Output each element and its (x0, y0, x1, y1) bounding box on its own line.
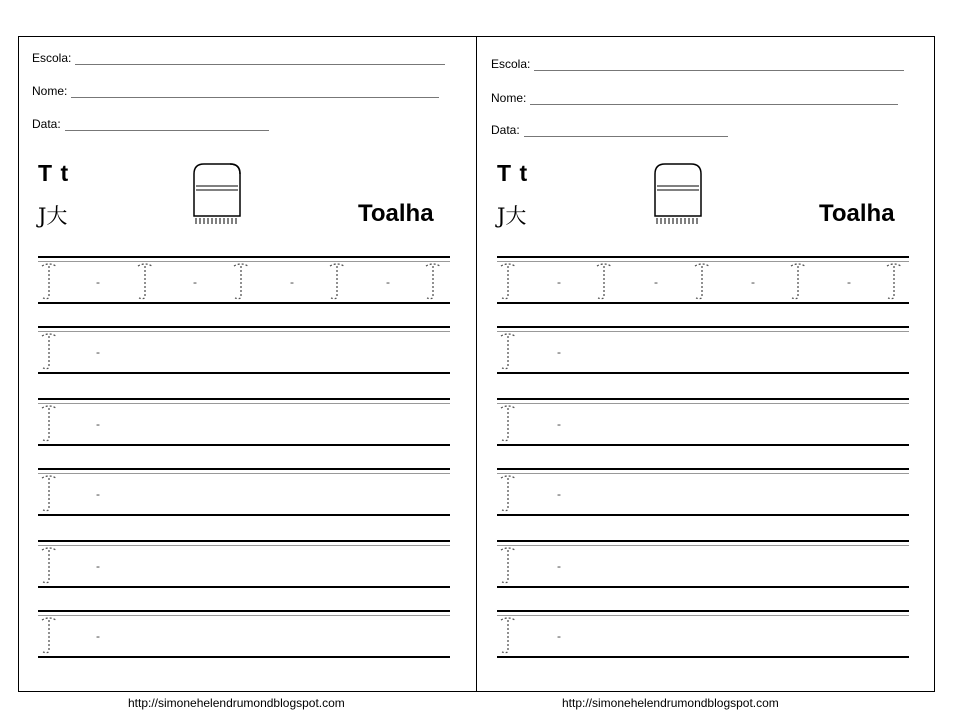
row-separator: - (847, 275, 851, 289)
dotted-t-glyph (424, 260, 442, 302)
letters-print: T t (38, 160, 70, 186)
row-separator: - (96, 417, 100, 431)
dotted-t-glyph (136, 260, 154, 302)
row-separator: - (557, 487, 561, 501)
dotted-t-glyph (693, 260, 711, 302)
footer-url-right[interactable]: http://simonehelendrumondblogspot.com (562, 696, 779, 710)
row-separator: - (290, 275, 294, 289)
dotted-t-glyph (499, 614, 517, 656)
nome-label: Nome: (32, 84, 68, 98)
data-label: Data: (32, 117, 61, 131)
row-separator: - (96, 559, 100, 573)
data-label: Data: (491, 123, 520, 137)
practice-row-1 (38, 256, 450, 304)
row-separator: - (654, 275, 658, 289)
dotted-t-glyph (885, 260, 903, 302)
dotted-t-glyph (328, 260, 346, 302)
letters-cursive: J大 (38, 204, 68, 228)
towel-icon (186, 160, 248, 226)
row-separator: - (96, 629, 100, 643)
data-line (65, 116, 269, 131)
escola-label: Escola: (491, 57, 531, 71)
row-separator: - (557, 275, 561, 289)
row-separator: - (557, 559, 561, 573)
dotted-t-glyph (499, 260, 517, 302)
practice-row-5 (38, 540, 450, 588)
dotted-t-glyph (499, 472, 517, 514)
nome-line (530, 90, 898, 105)
row-separator: - (96, 345, 100, 359)
dotted-t-glyph (595, 260, 613, 302)
practice-row-3 (38, 398, 450, 446)
row-separator: - (96, 275, 100, 289)
dotted-t-glyph (499, 544, 517, 586)
data-field (491, 122, 728, 137)
worksheet-right (477, 36, 935, 692)
nome-field (32, 83, 439, 98)
nome-field (491, 90, 898, 105)
practice-row-5 (497, 540, 909, 588)
dotted-t-glyph (40, 614, 58, 656)
practice-row-2 (38, 326, 450, 374)
dotted-t-glyph (40, 260, 58, 302)
escola-line (75, 50, 445, 65)
row-separator: - (557, 417, 561, 431)
letters-cursive: J大 (497, 204, 527, 228)
towel-icon (647, 160, 709, 226)
nome-line (71, 83, 439, 98)
dotted-t-glyph (40, 330, 58, 372)
dotted-t-glyph (40, 472, 58, 514)
practice-row-2 (497, 326, 909, 374)
practice-row-3 (497, 398, 909, 446)
dotted-t-glyph (40, 402, 58, 444)
dotted-t-glyph (40, 544, 58, 586)
nome-label: Nome: (491, 91, 527, 105)
row-separator: - (96, 487, 100, 501)
escola-field (491, 56, 904, 71)
escola-field (32, 50, 445, 65)
word-label: Toalha (819, 200, 895, 227)
dotted-t-glyph (499, 330, 517, 372)
row-separator: - (193, 275, 197, 289)
dotted-t-glyph (789, 260, 807, 302)
row-separator: - (386, 275, 390, 289)
data-line (524, 122, 728, 137)
practice-row-4 (497, 468, 909, 516)
word-label: Toalha (358, 200, 434, 227)
practice-row-6 (38, 610, 450, 658)
practice-row-1 (497, 256, 909, 304)
practice-row-6 (497, 610, 909, 658)
dotted-t-glyph (499, 402, 517, 444)
letters-print: T t (497, 160, 529, 186)
row-separator: - (557, 345, 561, 359)
escola-line (534, 56, 904, 71)
row-separator: - (751, 275, 755, 289)
data-field (32, 116, 269, 131)
dotted-t-glyph (232, 260, 250, 302)
practice-row-4 (38, 468, 450, 516)
worksheet-left (18, 36, 476, 692)
footer-url-left[interactable]: http://simonehelendrumondblogspot.com (128, 696, 345, 710)
escola-label: Escola: (32, 51, 72, 65)
row-separator: - (557, 629, 561, 643)
